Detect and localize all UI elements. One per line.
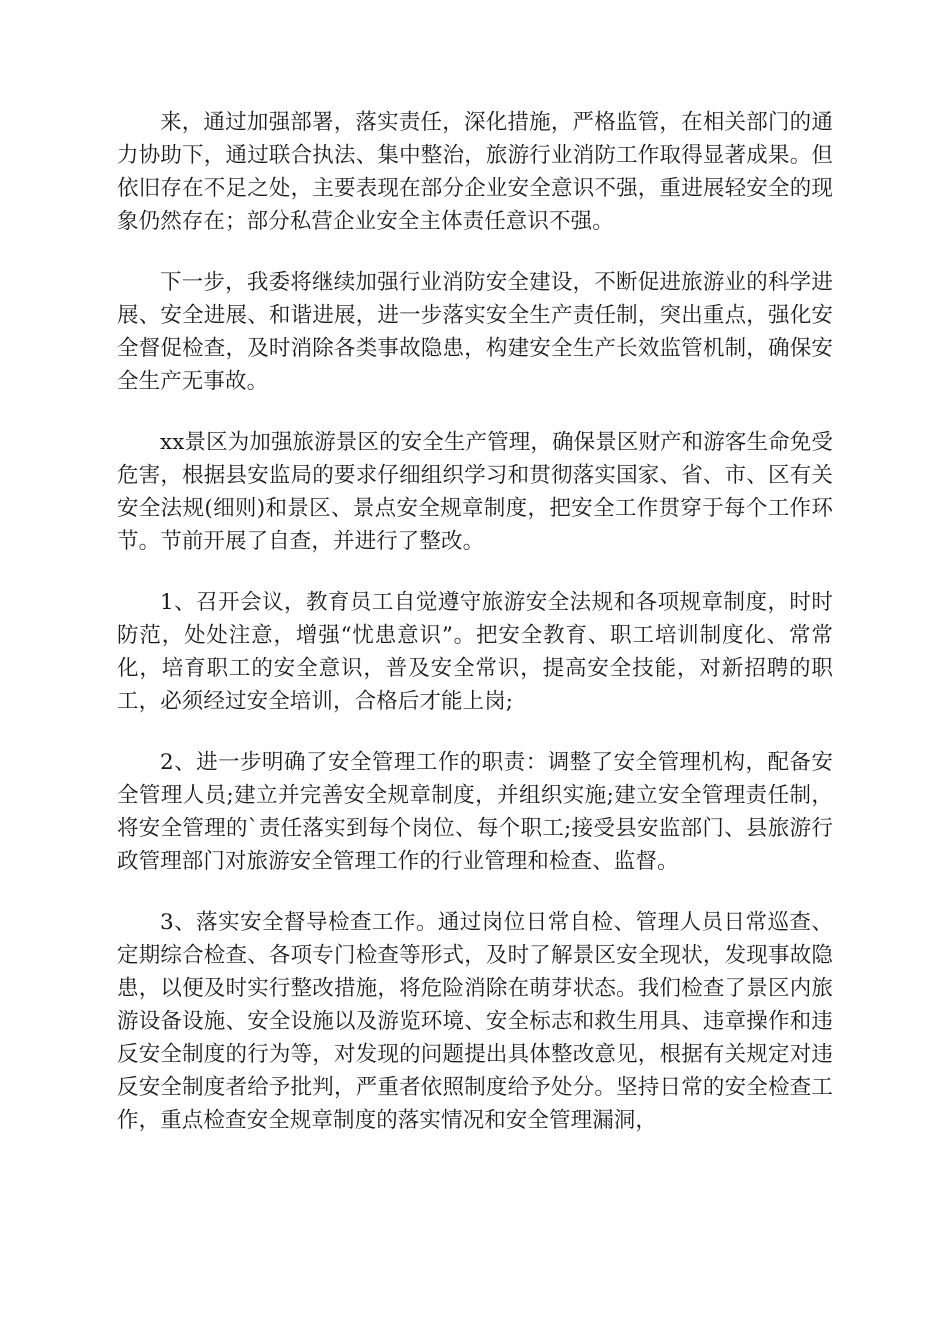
paragraph-item-3: 3、落实安全督导检查工作。通过岗位日常自检、管理人员日常巡查、定期综合检查、各项专门检查等形式，及时了解景区安全现状，发现事故隐患，以便及时实行整改措施，将危险消除在萌芽状态。我们检查了景区内旅游设备设施、安全设施以及游览环境、安全标志和救生用具、违章操作和违反安全制度的行为等，对发现的问题提出具体整改意见，根据有关规定对违反安全制度者给予批判，严重者依照制度给予处分。坚持日常的安全检查工作，重点检查安全规章制度的落实情况和安全管理漏洞，: [117, 910, 833, 1133]
paragraph-continuation: 来，通过加强部署，落实责任，深化措施，严格监管，在相关部门的通力协助下，通过联合执法、集中整治，旅游行业消防工作取得显著成果。但依旧存在不足之处，主要表现在部分企业安全意识不强，重进展轻安全的现象仍然存在；部分私营企业安全主体责任意识不强。: [117, 110, 833, 234]
paragraph-item-1: 1、召开会议，教育员工自觉遵守旅游安全法规和各项规章制度，时时防范，处处注意，增强“忧患意识”。把安全教育、职工培训制度化、常常化，培育职工的安全意识，普及安全常识，提高安全技能，对新招聘的职工，必须经过安全培训，合格后才能上岗;: [117, 590, 833, 714]
document-page: [117, 106, 833, 1165]
paragraph-scenic-area: xx景区为加强旅游景区的安全生产管理，确保景区财产和游客生命免受危害，根据县安监局的要求仔细组织学习和贯彻落实国家、省、市、区有关安全法规(细则)和景区、景点安全规章制度，把安全工作贯穿于每个工作环节。节前开展了自查，并进行了整改。: [117, 430, 833, 554]
paragraph-next-steps: 下一步，我委将继续加强行业消防安全建设，不断促进旅游业的科学进展、安全进展、和谐进展，进一步落实安全生产责任制，突出重点，强化安全督促检查，及时消除各类事故隐患，构建安全生产长效监管机制，确保安全生产无事故。: [117, 270, 833, 394]
paragraph-item-2: 2、进一步明确了安全管理工作的职责：调整了安全管理机构，配备安全管理人员;建立并完善安全规章制度，并组织实施;建立安全管理责任制，将安全管理的`责任落实到每个岗位、每个职工;接受县安监部门、县旅游行政管理部门对旅游安全管理工作的行业管理和检查、监督。: [117, 750, 833, 874]
